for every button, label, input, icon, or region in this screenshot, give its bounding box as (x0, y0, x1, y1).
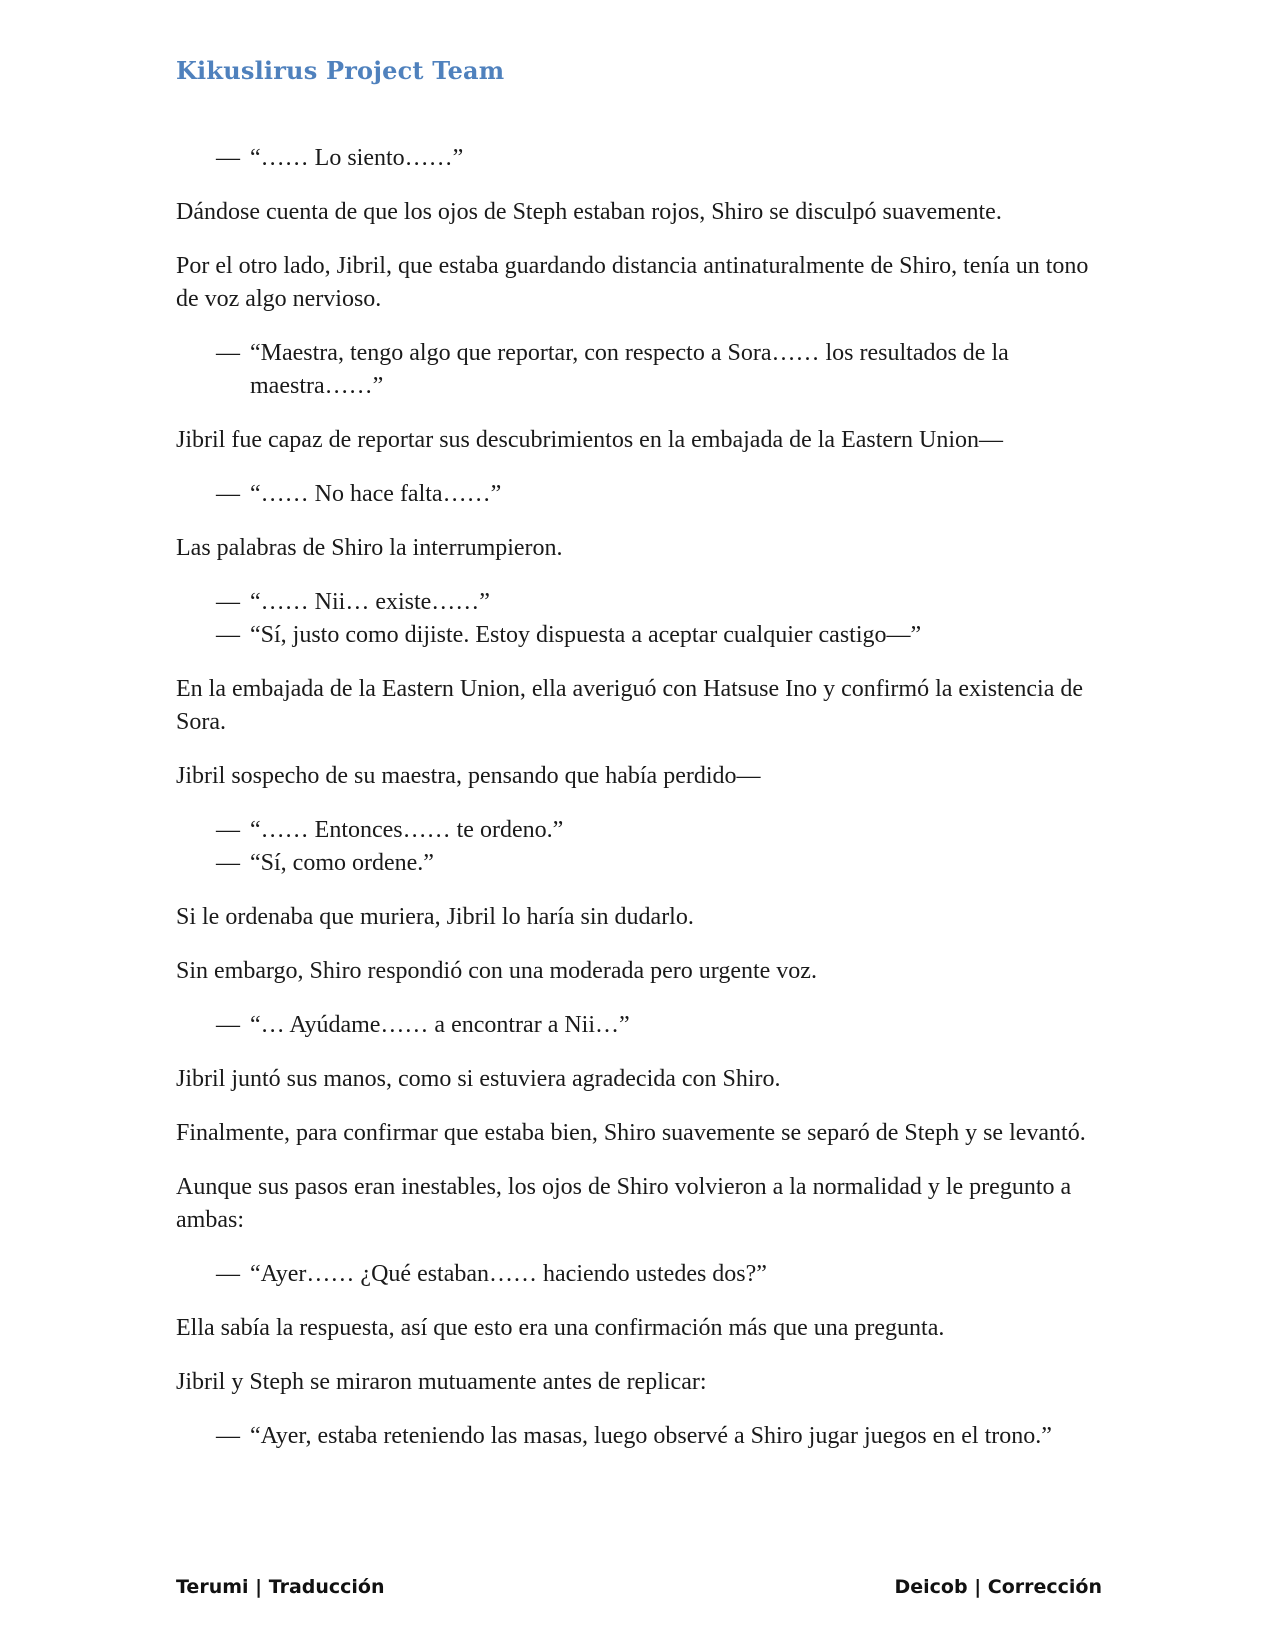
dialogue-dash: — (216, 340, 240, 366)
dialogue-group (176, 586, 1106, 652)
page-header-title: Kikuslirus Project Team (176, 56, 505, 85)
paragraph: Aunque sus pasos eran inestables, los ojos de Shiro volvieron a la normalidad y le pregunto a ambas: (176, 1174, 1072, 1233)
dialogue-dash: — (216, 1423, 240, 1449)
paragraph: Sin embargo, Shiro respondió con una moderada pero urgente voz. (176, 958, 817, 984)
dialogue-text: “…… Nii… existe……” (250, 589, 490, 615)
dialogue-dash: — (216, 622, 240, 648)
paragraph: En la embajada de la Eastern Union, ella averiguó con Hatsuse Ino y confirmó la existencia de Sora. (176, 676, 1083, 735)
paragraph: Por el otro lado, Jibril, que estaba guardando distancia antinaturalmente de Shiro, tenía un tono de voz algo nervioso. (176, 253, 1089, 312)
dialogue-text: “… Ayúdame…… a encontrar a Nii…” (250, 1012, 630, 1038)
dialogue-line (176, 337, 1106, 403)
dialogue-text: “…… No hace falta……” (250, 481, 502, 507)
dialogue-line (176, 478, 1106, 511)
paragraph: Jibril fue capaz de reportar sus descubrimientos en la embajada de la Eastern Union— (176, 427, 1004, 453)
dialogue-text: “Maestra, tengo algo que reportar, con respecto a Sora…… los resultados de la maestra……” (250, 340, 1009, 399)
dialogue-dash: — (216, 481, 240, 507)
dialogue-dash: — (216, 589, 240, 615)
footer-proofreader-credit: Deicob | Corrección (894, 1576, 1102, 1598)
dialogue-text: “…… Lo siento……” (250, 145, 464, 171)
paragraph: Finalmente, para confirmar que estaba bien, Shiro suavemente se separó de Steph y se levantó. (176, 1120, 1086, 1146)
dialogue-dash: — (216, 1012, 240, 1038)
dialogue-line (176, 814, 1106, 847)
dialogue-group (176, 1420, 1106, 1453)
paragraph: Jibril sospecho de su maestra, pensando que había perdido— (176, 763, 761, 789)
dialogue-dash: — (216, 850, 240, 876)
dialogue-group (176, 478, 1106, 511)
dialogue-dash: — (216, 817, 240, 843)
paragraph: Jibril juntó sus manos, como si estuviera agradecida con Shiro. (176, 1066, 781, 1092)
dialogue-dash: — (216, 145, 240, 171)
dialogue-text: “Sí, como ordene.” (250, 850, 434, 876)
footer-translator-credit: Terumi | Traducción (176, 1576, 385, 1598)
dialogue-line (176, 847, 1106, 880)
dialogue-line (176, 1009, 1106, 1042)
dialogue-group (176, 1258, 1106, 1291)
dialogue-text: “Sí, justo como dijiste. Estoy dispuesta a aceptar cualquier castigo—” (250, 622, 922, 648)
dialogue-text: “…… Entonces…… te ordeno.” (250, 817, 564, 843)
dialogue-line (176, 1420, 1106, 1453)
paragraph: Las palabras de Shiro la interrumpieron. (176, 535, 563, 561)
dialogue-line (176, 619, 1106, 652)
dialogue-text: “Ayer, estaba reteniendo las masas, luego observé a Shiro jugar juegos en el trono.” (250, 1423, 1052, 1449)
dialogue-group (176, 1009, 1106, 1042)
paragraph: Jibril y Steph se miraron mutuamente antes de replicar: (176, 1369, 707, 1395)
paragraph: Ella sabía la respuesta, así que esto era una confirmación más que una pregunta. (176, 1315, 945, 1341)
dialogue-dash: — (216, 1261, 240, 1287)
dialogue-group (176, 142, 1106, 175)
dialogue-line (176, 142, 1106, 175)
dialogue-group (176, 337, 1106, 403)
document-body (176, 142, 1106, 1474)
paragraph: Si le ordenaba que muriera, Jibril lo haría sin dudarlo. (176, 904, 694, 930)
dialogue-text: “Ayer…… ¿Qué estaban…… haciendo ustedes dos?” (250, 1261, 767, 1287)
paragraph: Dándose cuenta de que los ojos de Steph estaban rojos, Shiro se disculpó suavemente. (176, 199, 1002, 225)
dialogue-line (176, 1258, 1106, 1291)
dialogue-group (176, 814, 1106, 880)
dialogue-line (176, 586, 1106, 619)
